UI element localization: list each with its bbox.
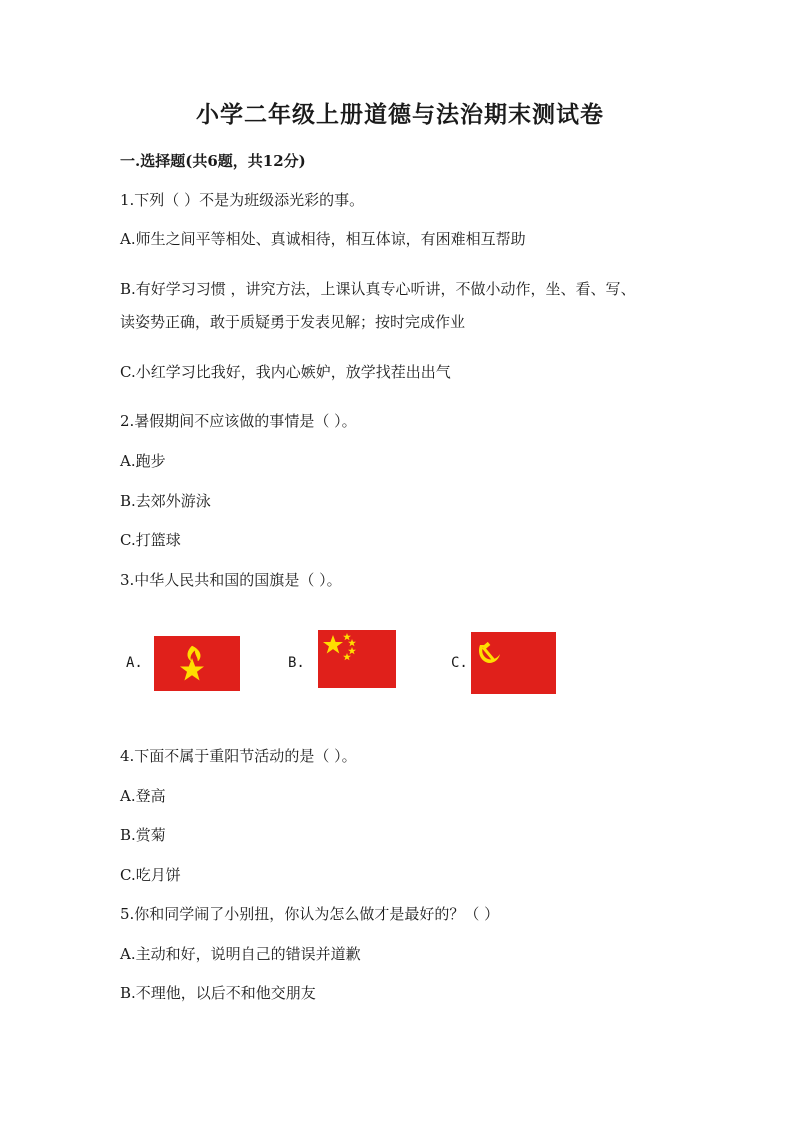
question-1-option-b-line2: 读姿势正确，敢于质疑勇于发表见解；按时完成作业	[120, 313, 466, 331]
question-4-stem: 4.下面不属于重阳节活动的是（ ）。	[120, 747, 357, 765]
party-flag-image	[471, 632, 556, 694]
question-1-option-b-line1: B.有好学习习惯 ，讲究方法，上课认真专心听讲，不做小动作，坐、看、写、	[120, 280, 636, 298]
question-5-stem: 5.你和同学闹了小别扭，你认为怎么做才是最好的？（ ）	[120, 905, 500, 923]
page-title: 小学二年级上册道德与法治期末测试卷	[196, 101, 604, 128]
question-5-option-a: A.主动和好，说明自己的错误并道歉	[120, 945, 361, 963]
question-4-option-c: C.吃月饼	[120, 866, 181, 884]
question-1-option-a: A.师生之间平等相处、真诚相待，相互体谅，有困难相互帮助	[120, 230, 526, 248]
question-4-option-a: A.登高	[120, 787, 166, 805]
question-1-stem: 1.下列（ ）不是为班级添光彩的事。	[120, 191, 365, 209]
question-2-option-a: A.跑步	[120, 452, 166, 470]
flag-option-a-label: A.	[126, 655, 143, 671]
section-heading: 一.选择题(共6题，共12分)	[120, 152, 306, 170]
question-5-option-b: B.不理他，以后不和他交朋友	[120, 984, 316, 1002]
flag-option-b-label: B.	[288, 655, 305, 671]
question-2-option-b: B.去郊外游泳	[120, 492, 211, 510]
question-4-option-b: B.赏菊	[120, 826, 166, 844]
young-pioneers-flag-image	[154, 636, 240, 691]
question-1-option-c: C.小红学习比我好，我内心嫉妒，放学找茬出出气	[120, 363, 451, 381]
question-2-stem: 2.暑假期间不应该做的事情是（ ）。	[120, 412, 357, 430]
question-2-option-c: C.打篮球	[120, 531, 181, 549]
national-flag-image	[318, 630, 396, 688]
question-3-stem: 3.中华人民共和国的国旗是（ ）。	[120, 571, 342, 589]
flag-option-c-label: C.	[451, 655, 468, 671]
